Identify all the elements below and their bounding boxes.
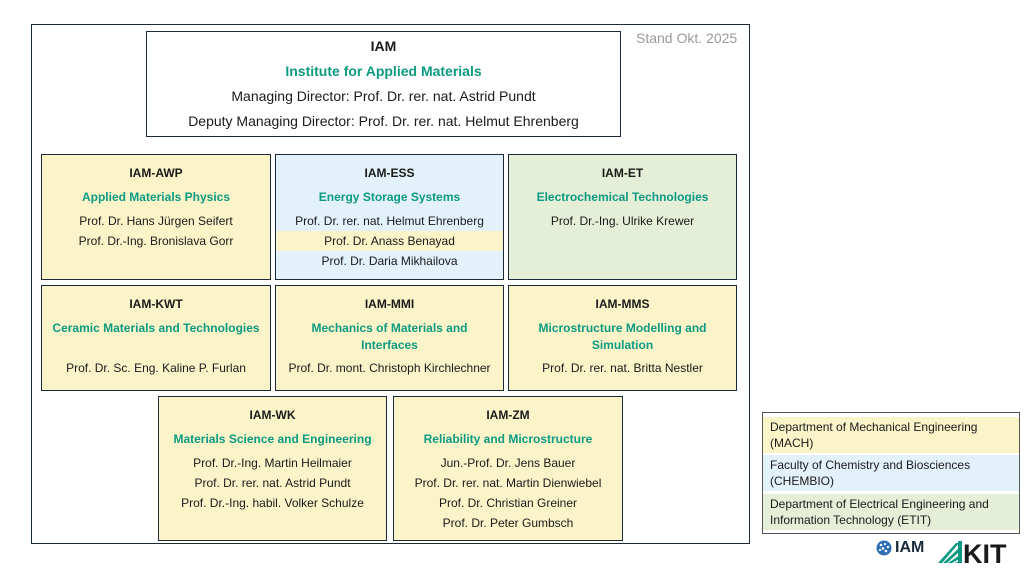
unit-abbreviation: IAM-ET [601, 166, 644, 180]
unit-box-wk [158, 396, 387, 541]
kit-logo-mark [936, 537, 1020, 565]
unit-box-ess [275, 154, 504, 280]
unit-abbreviation: IAM-AWP [129, 166, 183, 180]
kit-logo-text: KIT [963, 539, 1007, 565]
professor: Prof. Dr.-Ing. Martin Heilmaier [193, 456, 352, 470]
unit-name: Microstructure Modelling and Simulation [538, 321, 707, 352]
iam-logo-text: IAM [895, 539, 925, 556]
unit-abbreviation: IAM-WK [249, 408, 296, 422]
unit-name: Reliability and Microstructure [423, 432, 593, 446]
professor: Prof. Dr. rer. nat. Martin Dienwiebel [414, 476, 602, 490]
deputy-managing-director: Deputy Managing Director: Prof. Dr. rer. nat. Helmut Ehrenberg [188, 113, 579, 129]
professor: Prof. Dr. Daria Mikhailova [321, 254, 458, 268]
unit-name: Energy Storage Systems [318, 190, 461, 204]
professor: Prof. Dr. Hans Jürgen Seifert [79, 214, 233, 228]
faculty-legend [762, 412, 1020, 534]
professor: Prof. Dr. rer. nat. Helmut Ehrenberg [295, 214, 484, 228]
date-stamp: Stand Okt. 2025 [636, 30, 738, 46]
unit-abbreviation: IAM-ESS [364, 166, 415, 180]
iam-globe-icon [876, 540, 892, 556]
professor: Prof. Dr. Sc. Eng. Kaline P. Furlan [66, 361, 246, 375]
unit-box-kwt [41, 285, 271, 391]
professor: Prof. Dr. Anass Benayad [276, 231, 503, 251]
institute-name: Institute for Applied Materials [285, 63, 482, 79]
unit-abbreviation: IAM-KWT [129, 297, 183, 311]
professor: Prof. Dr.-Ing. Ulrike Krewer [550, 214, 695, 228]
kit-logo [936, 537, 1020, 570]
unit-box-awp [41, 154, 271, 280]
professor: Prof. Dr. mont. Christoph Kirchlechner [288, 361, 491, 375]
unit-box-mms [508, 285, 737, 391]
professor: Prof. Dr. Christian Greiner [438, 496, 578, 510]
unit-name: Ceramic Materials and Technologies [52, 321, 260, 335]
unit-box-et [508, 154, 737, 280]
unit-name: Applied Materials Physics [81, 190, 231, 204]
unit-box-zm [393, 396, 623, 541]
professor: Prof. Dr. rer. nat. Astrid Pundt [194, 476, 351, 490]
professor: Prof. Dr. rer. nat. Britta Nestler [542, 361, 703, 375]
unit-name: Electrochemical Technologies [536, 190, 709, 204]
managing-director: Managing Director: Prof. Dr. rer. nat. Astrid Pundt [231, 88, 536, 104]
legend-item-mach: Department of Mechanical Engineering (MACH) [763, 417, 1019, 453]
unit-name: Mechanics of Materials and Interfaces [311, 321, 468, 352]
unit-name: Materials Science and Engineering [173, 432, 372, 446]
professor: Prof. Dr.-Ing. Bronislava Gorr [78, 234, 234, 248]
professor: Prof. Dr. Peter Gumbsch [442, 516, 574, 530]
institute-header-box [146, 31, 621, 137]
legend-item-chembio: Faculty of Chemistry and Biosciences (CHEMBIO) [763, 455, 1019, 491]
professor: Jun.-Prof. Dr. Jens Bauer [440, 456, 576, 470]
legend-item-etit: Department of Electrical Engineering and Information Technology (ETIT) [763, 494, 1019, 530]
unit-abbreviation: IAM-MMI [364, 297, 415, 311]
professor: Prof. Dr.-Ing. habil. Volker Schulze [181, 496, 364, 510]
unit-box-mmi [275, 285, 504, 391]
unit-abbreviation: IAM-MMS [595, 297, 650, 311]
unit-abbreviation: IAM-ZM [486, 408, 530, 422]
iam-logo [876, 539, 924, 557]
institute-abbreviation: IAM [370, 38, 397, 54]
